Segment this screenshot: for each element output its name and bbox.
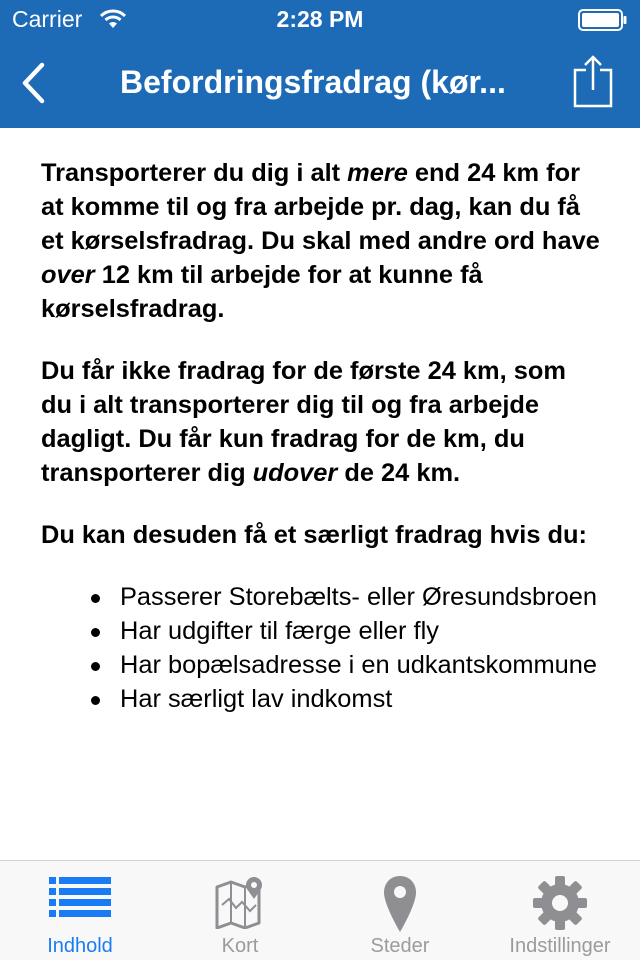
bullet-list [41,580,600,716]
bullet-icon [91,594,100,603]
tab-indhold[interactable] [0,861,160,961]
map-icon [214,875,266,929]
article [0,128,640,716]
chevron-left-icon [20,62,46,104]
list-item: Har udgifter til færge eller fly [79,614,600,648]
list-item: Har bopælsadresse i en udkantskommune [79,648,600,682]
share-button[interactable] [568,54,618,110]
share-icon [568,54,618,110]
content-area[interactable] [0,128,640,860]
battery-icon [578,9,628,36]
back-button[interactable] [8,58,58,108]
status-bar [0,0,640,40]
tab-label: Indstillinger [509,935,611,957]
list-item: Passerer Storebælts- eller Øresundsbroen [79,580,600,614]
bullet-icon [91,662,100,671]
bullet-icon [91,628,100,637]
page-title: Befordringsfradrag (kør... [120,64,506,100]
tab-kort[interactable] [160,861,320,961]
paragraph-3: Du kan desuden få et særligt fradrag hvis du: [41,521,587,549]
tab-indstillinger[interactable] [480,861,640,961]
status-time: 2:28 PM [276,6,364,32]
tab-steder[interactable] [320,861,480,961]
navigation-bar [0,40,640,128]
tab-label: Kort [221,935,259,957]
tab-label: Indhold [47,935,113,957]
tab-label: Steder [370,935,430,957]
tab-bar [0,860,640,960]
gear-icon [532,875,588,931]
paragraph-2: Du får ikke fradrag for de første 24 km, som du i alt transporterer dig til og fra arbejde dagligt. Du får kun fradrag for de km, du transporterer dig udover de 24 km. [41,357,566,487]
list-icon [49,875,111,925]
location-pin-icon [383,875,417,933]
bullet-icon [91,696,100,705]
list-item: Har særligt lav indkomst [79,682,600,716]
paragraph-1: Transporterer du dig i alt mere end 24 km for at komme til og fra arbejde pr. dag, kan du få et kørselsfradrag. Du skal med andre ord have over 12 km til arbejde for at kunne få kørselsfradrag. [41,159,600,323]
carrier-label: Carrier [12,6,83,32]
